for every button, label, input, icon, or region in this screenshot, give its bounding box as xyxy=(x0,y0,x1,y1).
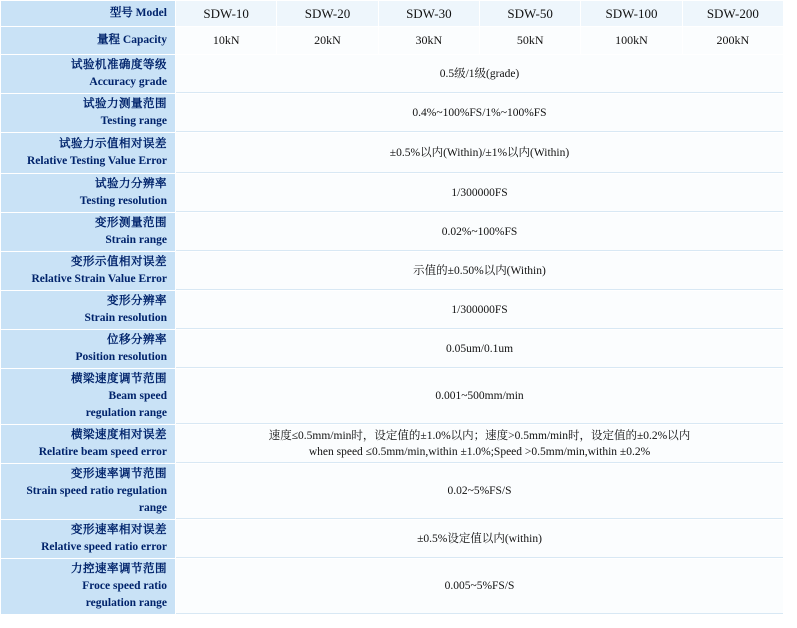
spec-label-zh: 试验力分辨率 xyxy=(95,178,167,190)
spec-row xyxy=(1,369,783,424)
spec-label-en: Relative Strain Value Error xyxy=(31,273,167,285)
model-cell: SDW-200 xyxy=(683,1,783,26)
spec-row xyxy=(1,520,783,558)
spec-value-line: 0.005~5%FS/S xyxy=(444,580,515,592)
spec-value xyxy=(176,174,783,212)
spec-row xyxy=(1,464,783,519)
spec-value-line: when speed ≤0.5mm/min,within ±1.0%;Speed >0.5mm/min,within ±0.2% xyxy=(308,445,651,458)
spec-value xyxy=(176,520,783,558)
spec-value-line: 1/300000FS xyxy=(451,186,508,199)
spec-label-en: Testing resolution xyxy=(79,195,167,207)
model-cell: SDW-30 xyxy=(379,1,479,26)
spec-row xyxy=(1,94,783,132)
spec-label-en: Accuracy grade xyxy=(89,76,167,88)
spec-label xyxy=(1,174,175,212)
spec-label-en: Beam speed xyxy=(108,390,167,402)
spec-label-en: regulation range xyxy=(85,597,167,609)
spec-label-en: regulation range xyxy=(85,407,167,419)
capacity-cell: 50kN xyxy=(480,27,580,54)
spec-label-zh: 试验机准确度等级 xyxy=(71,59,167,71)
spec-label-en: Relative speed ratio error xyxy=(41,541,167,553)
spec-value-line: 1/300000FS xyxy=(451,303,508,316)
spec-label-zh: 变形速率相对误差 xyxy=(71,524,167,536)
spec-value-line: 0.001~500mm/min xyxy=(435,390,524,402)
spec-value-line: 0.02%~100%FS xyxy=(441,225,518,238)
spec-label-en: Position resolution xyxy=(75,351,167,363)
spec-label xyxy=(1,291,175,329)
spec-label-en: Relatire beam speed error xyxy=(38,446,167,458)
spec-label xyxy=(1,213,175,251)
spec-label-en: Strain speed ratio regulation xyxy=(26,485,167,497)
spec-label xyxy=(1,559,175,614)
model-cell: SDW-100 xyxy=(581,1,681,26)
spec-label xyxy=(1,369,175,424)
spec-value-line: 0.02~5%FS/S xyxy=(447,485,512,497)
capacity-cell: 10kN xyxy=(176,27,276,54)
spec-row xyxy=(1,559,783,614)
spec-label xyxy=(1,55,175,93)
capacity-label: 量程 Capacity xyxy=(1,27,175,54)
model-row xyxy=(1,1,783,26)
spec-label-zh: 变形示值相对误差 xyxy=(71,256,167,268)
spec-value-line: ±0.5%设定值以内(within) xyxy=(417,532,542,545)
spec-label-en: Strain range xyxy=(105,234,167,246)
spec-label-en: Strain resolution xyxy=(84,312,167,324)
spec-label-en: Relative Testing Value Error xyxy=(26,155,167,167)
spec-row xyxy=(1,55,783,93)
spec-value-line: 0.4%~100%FS/1%~100%FS xyxy=(412,106,547,119)
spec-value xyxy=(176,94,783,132)
spec-value xyxy=(176,559,783,614)
spec-row xyxy=(1,330,783,368)
model-cell: SDW-10 xyxy=(176,1,276,26)
spec-value xyxy=(176,252,783,290)
capacity-cell: 200kN xyxy=(683,27,783,54)
spec-label-zh: 横梁速度调节范围 xyxy=(71,373,167,385)
spec-label-zh: 变形分辨率 xyxy=(107,295,167,307)
capacity-cell: 30kN xyxy=(379,27,479,54)
capacity-row xyxy=(1,27,783,54)
spec-value-line: 示值的±0.50%以内(Within) xyxy=(413,264,546,277)
spec-value xyxy=(176,291,783,329)
spec-label-zh: 横梁速度相对误差 xyxy=(71,429,167,441)
spec-label-zh: 变形速率调节范围 xyxy=(71,468,167,480)
spec-label xyxy=(1,252,175,290)
spec-label xyxy=(1,133,175,173)
spec-value xyxy=(176,425,783,463)
spec-value xyxy=(176,369,783,424)
spec-label-zh: 试验力测量范围 xyxy=(83,98,167,110)
spec-label-zh: 试验力示值相对误差 xyxy=(59,138,167,150)
capacity-cell: 20kN xyxy=(277,27,377,54)
spec-label xyxy=(1,520,175,558)
spec-value-line: ±0.5%以内(Within)/±1%以内(Within) xyxy=(389,146,570,159)
spec-value-line: 速度≤0.5mm/min时，设定值的±1.0%以内；速度>0.5mm/min时，设定值的±0.2%以内 xyxy=(268,429,691,442)
spec-value xyxy=(176,330,783,368)
spec-value xyxy=(176,55,783,93)
model-cell: SDW-50 xyxy=(480,1,580,26)
spec-row xyxy=(1,213,783,251)
spec-row xyxy=(1,425,783,463)
model-label: 型号 Model xyxy=(1,1,175,26)
spec-value-line: 0.5级/1级(grade) xyxy=(439,67,520,80)
spec-label-en: Froce speed ratio xyxy=(82,580,167,592)
spec-label-en: range xyxy=(138,502,167,514)
spec-row xyxy=(1,291,783,329)
spec-row xyxy=(1,252,783,290)
spec-label-zh: 变形测量范围 xyxy=(95,217,167,229)
spec-label-en: Testing range xyxy=(100,115,167,127)
spec-label-zh: 力控速率调节范围 xyxy=(71,563,167,575)
spec-row xyxy=(1,133,783,173)
spec-label xyxy=(1,94,175,132)
spec-value xyxy=(176,133,783,173)
spec-label-zh: 位移分辨率 xyxy=(107,334,167,346)
capacity-cell: 100kN xyxy=(581,27,681,54)
spec-label xyxy=(1,425,175,463)
spec-value-line: 0.05um/0.1um xyxy=(445,342,514,355)
model-cell: SDW-20 xyxy=(277,1,377,26)
spec-row xyxy=(1,174,783,212)
spec-label xyxy=(1,330,175,368)
spec-value xyxy=(176,213,783,251)
spec-label xyxy=(1,464,175,519)
spec-value xyxy=(176,464,783,519)
